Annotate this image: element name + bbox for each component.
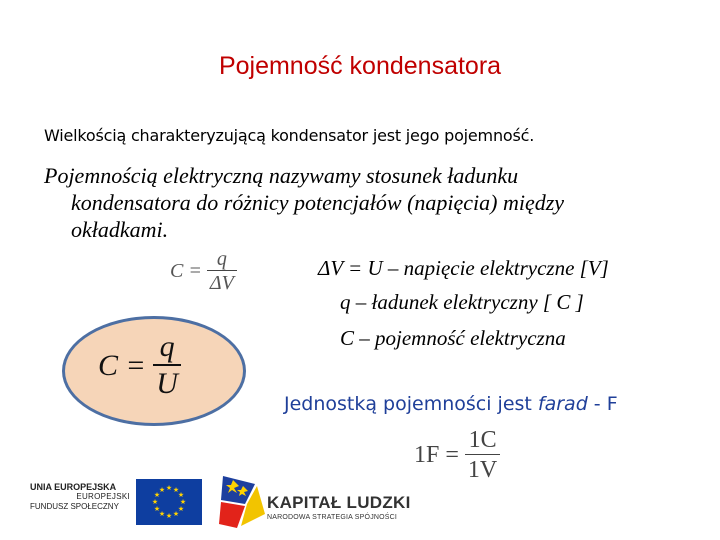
definition-line-3: okładkami. <box>71 217 169 242</box>
formula3-denominator: 1V <box>467 457 498 483</box>
eu-title: UNIA EUROPEJSKA <box>30 482 117 492</box>
svg-text:★: ★ <box>158 510 166 518</box>
formula-capacitance-u <box>98 330 181 402</box>
eu-logo-text <box>30 482 130 512</box>
definition-line-2: kondensatora do różnicy potencjałów (napięcia) między <box>71 190 565 215</box>
svg-text:★: ★ <box>177 505 185 513</box>
definition-line-1: Pojemnością elektryczną nazywamy stosunek ładunku <box>44 163 519 188</box>
svg-text:★: ★ <box>179 498 187 506</box>
formula2-lhs: C <box>98 349 119 382</box>
legend-charge: q – ładunek elektryczny [ C ] <box>340 290 584 314</box>
unit-text <box>284 393 618 415</box>
kapital-ludzki-logo-icon <box>215 474 275 530</box>
unit-suffix: - F <box>587 393 618 415</box>
definition-text <box>44 162 684 243</box>
formula3-numerator: 1C <box>465 426 500 455</box>
kl-title: KAPITAŁ LUDZKI <box>267 493 411 512</box>
eu-flag-icon <box>136 479 202 525</box>
legend-voltage: ΔV = U – napięcie elektryczne [V] <box>318 256 609 280</box>
formula2-fraction <box>153 330 181 402</box>
intro-text: Wielkością charakteryzującą kondensator jest jego pojemność. <box>44 126 535 145</box>
formula-farad <box>414 426 500 485</box>
svg-text:★: ★ <box>158 486 166 494</box>
eu-stars-icon <box>136 479 202 525</box>
page-title: Pojemność kondensatora <box>218 52 502 80</box>
svg-text:★: ★ <box>153 505 161 513</box>
svg-text:★: ★ <box>165 484 173 492</box>
formula3-equals: = <box>445 442 459 468</box>
formula1-numerator: q <box>207 248 237 271</box>
svg-text:★: ★ <box>177 491 185 499</box>
svg-text:★: ★ <box>151 498 159 506</box>
unit-prefix: Jednostką pojemności jest <box>284 393 538 415</box>
formula2-equals: = <box>125 349 146 382</box>
formula1-equals: = <box>188 260 202 282</box>
svg-text:★: ★ <box>172 510 180 518</box>
formula1-fraction <box>207 248 237 295</box>
eu-line-3: FUNDUSZ SPOŁECZNY <box>30 502 119 511</box>
formula1-denominator: ΔV <box>209 272 234 294</box>
formula2-denominator: U <box>156 367 178 400</box>
kl-subtitle: NARODOWA STRATEGIA SPÓJNOŚCI <box>267 514 398 521</box>
formula-capacitance-dv <box>170 248 237 295</box>
svg-text:★: ★ <box>153 491 161 499</box>
legend-capacitance: C – pojemność elektryczna <box>340 326 566 350</box>
unit-name: farad <box>537 393 588 415</box>
svg-text:★: ★ <box>172 486 180 494</box>
eu-line-2: EUROPEJSKI <box>76 492 130 501</box>
kapital-ludzki-text <box>267 493 411 521</box>
formula3-fraction <box>465 426 500 485</box>
formula1-lhs: C <box>170 260 184 282</box>
svg-text:★: ★ <box>165 512 173 520</box>
formula2-numerator: q <box>153 330 181 366</box>
formula3-lhs: 1F <box>414 442 440 468</box>
